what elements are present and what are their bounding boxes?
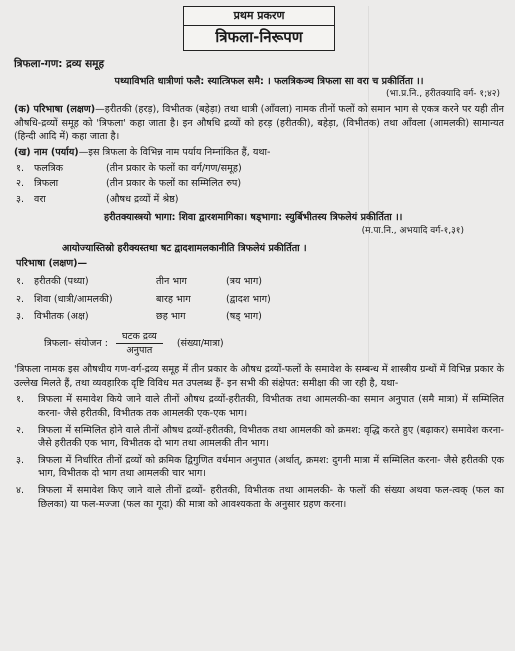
synonym-num: १. xyxy=(16,162,25,174)
ratio-row xyxy=(14,310,504,324)
chapter-label: प्रथम प्रकरण xyxy=(184,7,334,26)
ratio-row xyxy=(14,275,504,289)
synonym-desc: (तीन प्रकार के फलों का वर्ग/गण/समूह) xyxy=(106,162,242,174)
document-page xyxy=(14,6,504,511)
ratio-num: १. xyxy=(16,276,25,288)
chapter-title: त्रिफला-निरूपण xyxy=(215,27,303,46)
synonym-num: २. xyxy=(16,178,25,190)
synonyms-intro xyxy=(14,146,504,160)
synonym-item xyxy=(14,177,504,191)
ratio-note: (द्वादश भाग) xyxy=(226,293,271,305)
ratio-row xyxy=(14,293,504,307)
list-num: २. xyxy=(16,424,25,436)
intro-paragraph: 'त्रिफला नामक इस औषधीय गण-वर्ग-द्रव्य समूह में तीन प्रकार के औषध द्रव्यों-फलों के समावेश के सम्बन्ध में शास्त्रीय ग्रन्थों में विभिन्न प्रकार के उल्लेख मिलते हैं, तथा व्यवहारिक दृष्टि विविध मत उपलब्ध हैं- इन सभी की संक्षेपत: समीक्षा की जा रही है, यथा- xyxy=(14,364,504,389)
ratio-name: विभीतक (अक्ष) xyxy=(34,311,89,323)
list-num: १. xyxy=(16,394,25,406)
sanskrit-verse-3: आयोज्यास्तिस्रो हरीक्यस्तथा षट द्वादशामलकानीति त्रिफलेयं प्रकीर्तिता । xyxy=(62,242,307,254)
sanskrit-verse-2: हरीतक्यास्त्रयो भागा: शिवा द्वारशमागिका। षड्भागा: स्युर्बिभीतस्य त्रिफलेयं प्रकीर्तिता ।। xyxy=(104,212,403,224)
synonym-num: ३. xyxy=(16,193,25,205)
formula-numerator: घटक द्रव्य xyxy=(116,330,163,345)
definition-paragraph xyxy=(14,103,504,144)
list-num: ३. xyxy=(16,454,25,466)
list-text: त्रिफला में सम्मिलित होने वाले तीनों औषध द्रव्यों-हरीतकी, विभीतक तथा आमलकी को क्रमश: वृद्धि करते हुए (बढ़ाकर) समावेश करना- जैसे हरीतकी एक भाग, विभीतक दो भाग तथा आमलकी तीन भाग। xyxy=(38,424,504,450)
ratio-part: तीन भाग xyxy=(156,276,187,288)
synonyms-text: —इस त्रिफला के विभिन्न नाम पर्याय निम्नांकित हैं, यथा- xyxy=(78,147,271,159)
formula-unit: (संख्या/मात्रा) xyxy=(176,338,224,350)
ratio-note: (त्रय भाग) xyxy=(226,276,263,288)
list-text: त्रिफला में समावेश किए जाने वाले तीनों द्रव्यों- हरीतकी, विभीतक तथा आमलकी- के फलों की संख्या अथवा फल-त्वक् (फल का छिलका) या फल-मज्जा (फल का गूदा) की मात्रा को आवश्यकता के अनुसार ग्रहण करना। xyxy=(38,484,504,510)
list-num: ४. xyxy=(16,484,25,496)
ratio-num: २. xyxy=(16,293,25,305)
verse-reference-1: (भा.प्र.नि., हरीतक्यादि वर्ग- १;४२) xyxy=(386,89,500,100)
list-text: त्रिफला में निर्धारित तीनों द्रव्यों को क्रमिक द्विगुणित वर्धमान अनुपात (अर्थात्, क्रमश: दुगनी मात्रा में सम्मिलित करना- जैसे हरीतकी एक भाग, विभीतक दो भाग तथा आमलकी चार भाग। xyxy=(38,454,504,480)
definition-text: —हरीतकी (हरड़), विभीतक (बहेड़ा) तथा धात्री (आँवला) नामक तीनों फलों को समान भाग से एकत्र करने पर यही तीन औषधि-द्रव्यों समूह को 'त्रिफला' कहा जाता है। इन औषधि द्रव्यों को हरड़ (हरीतकी), बहेड़ा, (विभीतक) तथा आँवला (आमलकी) सामान्यत (हिन्दी आदि में) कहा जाता है। xyxy=(14,104,504,143)
synonym-item xyxy=(14,162,504,176)
ratio-name: हरीतकी (पथ्या) xyxy=(34,276,89,288)
chapter-header xyxy=(183,6,335,51)
synonym-desc: (तीन प्रकार के फलों का सम्मिलित रुप) xyxy=(106,178,242,190)
verse-reference-2: (म.पा.नि., अभयादि वर्ग-१,३१) xyxy=(361,226,464,237)
ratio-part: छह भाग xyxy=(156,311,186,323)
ratio-name: शिवा (धात्री/आमलकी) xyxy=(34,293,113,305)
synonym-term: वरा xyxy=(34,193,46,205)
ratio-num: ३. xyxy=(16,311,25,323)
ratio-part: बारह भाग xyxy=(156,293,191,305)
formula-fraction xyxy=(116,330,163,358)
list-item xyxy=(14,393,504,420)
list-item xyxy=(14,484,504,511)
synonym-item xyxy=(14,193,504,207)
formula-label: त्रिफला- संयोजन : xyxy=(44,338,108,350)
synonym-desc: (औषध द्रव्यों में श्रेष्ठ) xyxy=(106,193,179,205)
synonym-term: त्रिफला xyxy=(34,178,59,190)
list-item xyxy=(14,424,504,451)
formula-denominator: अनुपात xyxy=(126,345,153,357)
list-item xyxy=(14,454,504,481)
sanskrit-verse-1: पथ्याविभति धात्रीणां फलै: स्यात्त्रिफल समै: । फलत्रिकञ्च त्रिफला सा वरा च प्रकीर्तिता ।। xyxy=(114,75,424,87)
definition-label: (क) परिभाषा (लक्षण) xyxy=(14,104,96,116)
definition2-label: परिभाषा (लक्षण)— xyxy=(16,258,88,270)
combination-formula xyxy=(14,330,504,358)
list-text: त्रिफला में समावेश किये जाने वाले तीनों औषध द्रव्यों-हरीतकी, विभीतक तथा आमलकी-का समान अनुपात (समै मात्रा) में सम्मिलित करना- जैसे हरीतकी, विभीतक तक आमलकी एक-एक भाग। xyxy=(38,394,504,419)
synonyms-label: (ख) नाम (पर्याय) xyxy=(14,147,79,159)
ratio-note: (षड् भाग) xyxy=(226,311,262,323)
synonym-term: फलत्रिक xyxy=(34,162,64,174)
section-title: त्रिफला-गण: द्रव्य समूह xyxy=(14,57,105,70)
